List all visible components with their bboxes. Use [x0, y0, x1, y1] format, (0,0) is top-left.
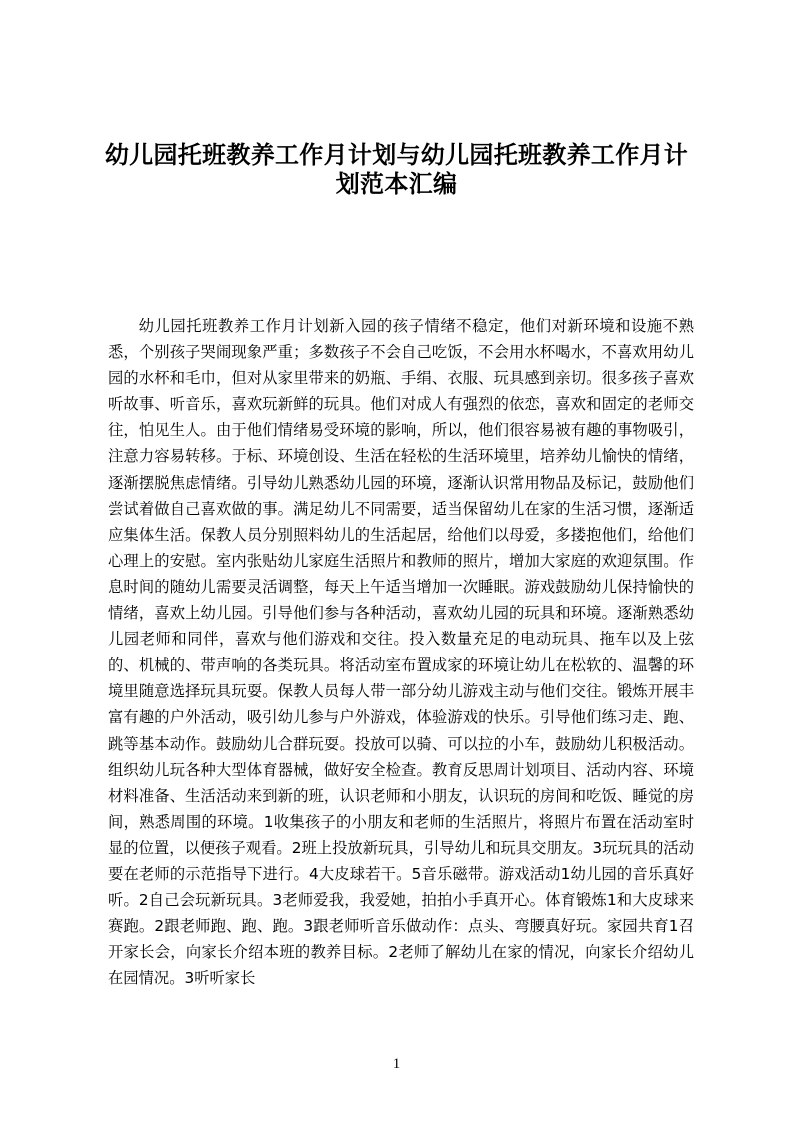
page-number: 1	[392, 1056, 401, 1072]
body-paragraph: 幼儿园托班教养工作月计划新入园的孩子情绪不稳定，他们对新环境和设施不熟悉，个别孩子哭闹现象严重；多数孩子不会自己吃饭，不会用水杯喝水，不喜欢用幼儿园的水杯和毛巾，但对从家里带来的奶瓶、手绢、衣服、玩具感到亲切。很多孩子喜欢听故事、听音乐，喜欢玩新鲜的玩具。他们对成人有强烈的依恋，喜欢和固定的老师交往，怕见生人。由于他们情绪易受环境的影响，所以，他们很容易被有趣的事物吸引，注意力容易转移。于标、环境创设、生活在轻松的生活环境里，培养幼儿愉快的情绪，逐渐摆脱焦虑情绪。引导幼儿熟悉幼儿园的环境，逐渐认识常用物品及标记，鼓励他们尝试着做自己喜欢做的事。满足幼儿不同需要，适当保留幼儿在家的生活习惯，逐渐适应集体生活。保教人员分别照料幼儿的生活起居，给他们以母爱，多搂抱他们，给他们心理上的安慰。室内张贴幼儿家庭生活照片和教师的照片，增加大家庭的欢迎氛围。作息时间的随幼儿需要灵活调整，每天上午适当增加一次睡眠。游戏鼓励幼儿保持愉快的情绪，喜欢上幼儿园。引导他们参与各种活动，喜欢幼儿园的玩具和环境。逐渐熟悉幼儿园老师和同伴，喜欢与他们游戏和交往。投入数量充足的电动玩具、拖车以及上弦的、机械的、带声响的各类玩具。将活动室布置成家的环境让幼儿在松软的、温馨的环境里随意选择玩具玩耍。保教人员每人带一部分幼儿游戏主动与他们交往。锻炼开展丰富有趣的户外活动，吸引幼儿参与户外游戏，体验游戏的快乐。引导他们练习走、跑、跳等基本动作。鼓励幼儿合群玩耍。投放可以骑、可以拉的小车，鼓励幼儿积极活动。组织幼儿玩各种大型体育器械，做好安全检查。教育反思周计划项目、活动内容、环境材料准备、生活活动来到新的班，认识老师和小朋友，认识玩的房间和吃饭、睡觉的房间，熟悉周围的环境。1收集孩子的小朋友和老师的生活照片，将照片布置在活动室时显的位置，以便孩子观看。2班上投放新玩具，引导幼儿和玩具交朋友。3玩玩具的活动要在老师的示范指导下进行。4大皮球若干。5音乐磁带。游戏活动1幼儿园的音乐真好听。2自己会玩新玩具。3老师爱我，我爱她，拍拍小手真开心。体育锻炼1和大皮球来赛跑。2跟老师跑、跑、跑。3跟老师听音乐做动作：点头、弯腰真好玩。家园共育1召开家长会，向家长介绍本班的教养目标。2老师了解幼儿在家的情况，向家长介绍幼儿在园情况。3听听家长	[108, 317, 694, 988]
document-title: 幼儿园托班教养工作月计划与幼儿园托班教养工作月计划范本汇编	[104, 141, 689, 198]
